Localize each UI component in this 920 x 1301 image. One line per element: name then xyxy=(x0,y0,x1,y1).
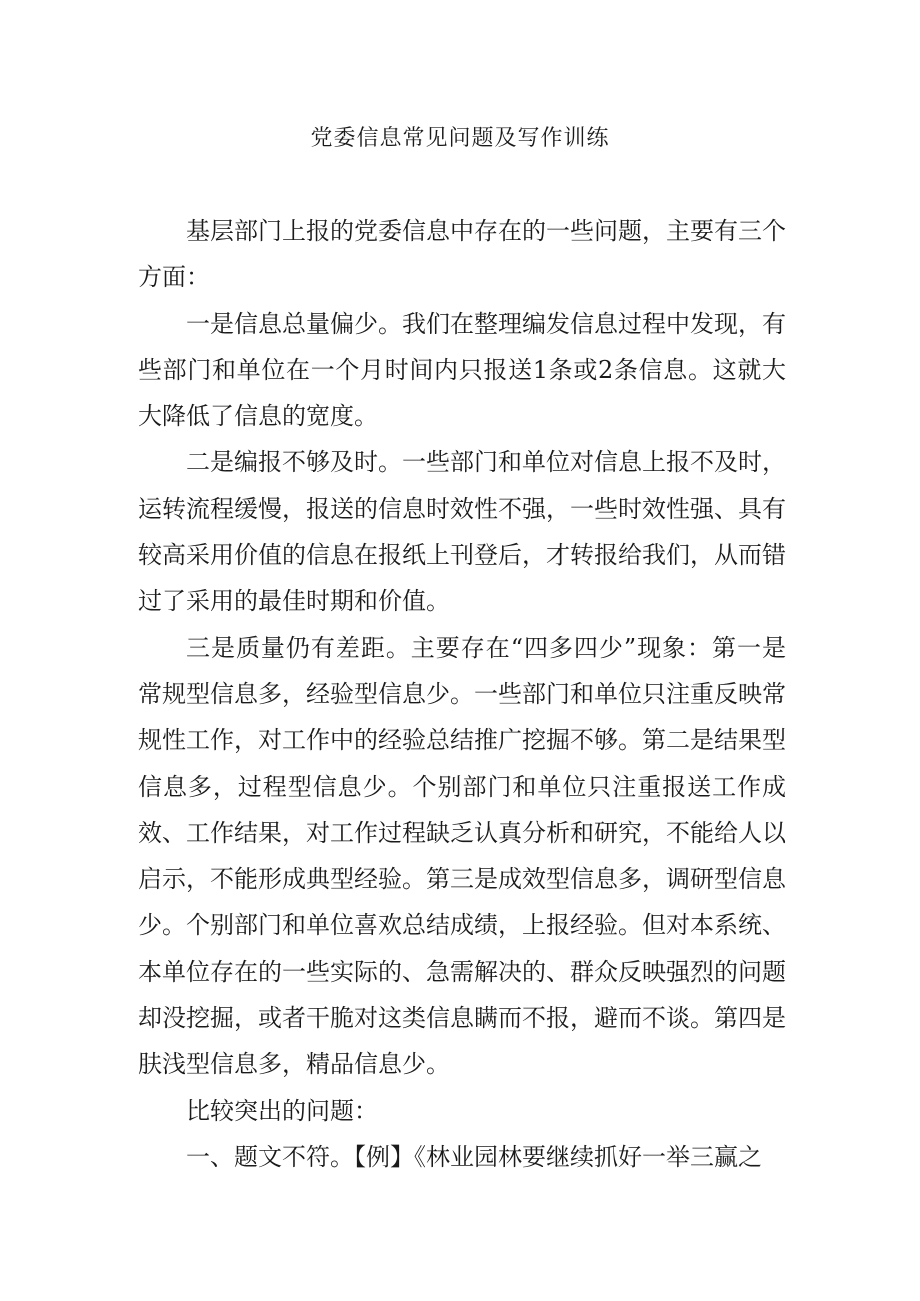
paragraph-intro: 基层部门上报的党委信息中存在的一些问题，主要有三个方面： xyxy=(138,217,786,292)
paragraph-point-3: 三是质量仍有差距。主要存在“四多四少”现象：第一是常规型信息多，经验型信息少。一些部门和单位只注重反映常规性工作，对工作中的经验总结推广挖掘不够。第二是结果型信息多，过程型信息少。个别部门和单位只注重报送工作成效、工作结果，对工作过程缺乏认真分析和研究，不能给人以启示，不能形成典型经验。第三是成效型信息多，调研型信息少。个别部门和单位喜欢总结成绩，上报经验。但对本系统、本单位存在的一些实际的、急需解决的、群众反映强烈的问题却没挖掘，或者干脆对这类信息瞒而不报，避而不谈。第四是肤浅型信息多，精品信息少。 xyxy=(138,633,786,1079)
document-title: 党委信息常见问题及写作训练 xyxy=(310,126,610,151)
paragraph-point-2: 二是编报不够及时。一些部门和单位对信息上报不及时，运转流程缓慢，报送的信息时效性不强，一些时效性强、具有较高采用价值的信息在报纸上刊登后，才转报给我们，从而错过了采用的最佳时期和价值。 xyxy=(138,448,786,616)
paragraph-point-1: 一是信息总量偏少。我们在整理编发信息过程中发现，有些部门和单位在一个月时间内只报送1条或2条信息。这就大大降低了信息的宽度。 xyxy=(138,309,786,431)
paragraph-problems-heading: 比较突出的问题： xyxy=(186,1096,378,1125)
document-body xyxy=(138,208,786,1180)
paragraph-problem-1: 一、题文不符。【例】《林业园林要继续抓好一举三赢之 xyxy=(186,1142,762,1171)
